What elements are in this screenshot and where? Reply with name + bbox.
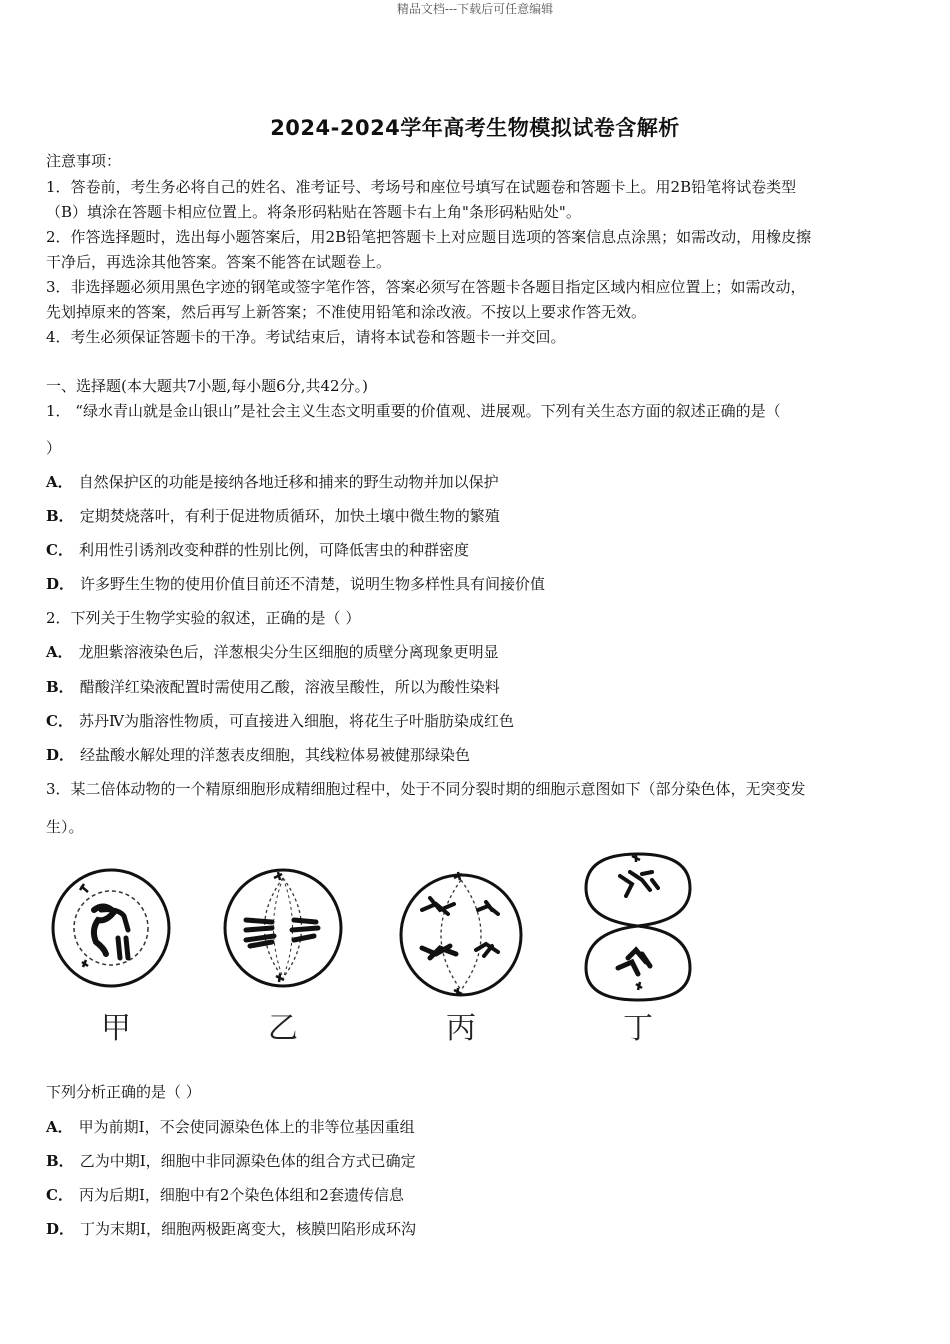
q2-option-b: B． 醋酸洋红染液配置时需使用乙酸，溶液呈酸性，所以为酸性染料 xyxy=(46,678,500,696)
notice-line: 干净后，再选涂其他答案。答案不能答在试题卷上。 xyxy=(46,253,392,271)
notice-line: 3．非选择题必须用黑色字迹的钢笔或签字笔作答，答案必须写在答题卡各题目指定区域内相应位置上；如需改动， xyxy=(46,278,806,296)
cell-ding xyxy=(586,854,690,1000)
question-3-stem: 3．某二倍体动物的一个精原细胞形成精细胞过程中，处于不同分裂时期的细胞示意图如下（部分染色体，无突变发 xyxy=(46,780,806,798)
question-1-stem-end: ） xyxy=(46,439,62,457)
question-1-stem: 1． “绿水青山就是金山银山”是社会主义生态文明重要的价值观、进展观。下列有关生态方面的叙述正确的是（ xyxy=(46,402,781,420)
q1-option-c: C． 利用性引诱剂改变种群的性别比例，可降低害虫的种群密度 xyxy=(46,541,469,559)
figure-label-bing: 丙 xyxy=(446,1011,476,1046)
notice-line: （B）填涂在答题卡相应位置上。将条形码粘贴在答题卡右上角"条形码粘贴处"。 xyxy=(46,203,581,221)
notice-line: 4．考生必须保证答题卡的干净。考试结束后，请将本试卷和答题卡一并交回。 xyxy=(46,328,566,346)
figure-label-ding: 丁 xyxy=(623,1011,653,1046)
notice-line: 2．作答选择题时，选出每小题答案后，用2B铅笔把答题卡上对应题目选项的答案信息点涂黑；如需改动，用橡皮擦 xyxy=(46,228,812,246)
q2-option-c: C． 苏丹Ⅳ为脂溶性物质，可直接进入细胞，将花生子叶脂肪染成红色 xyxy=(46,712,514,730)
cell-bing xyxy=(401,872,521,996)
q3-option-b: B． 乙为中期Ⅰ，细胞中非同源染色体的组合方式已确定 xyxy=(46,1152,416,1170)
q1-option-d: D． 许多野生生物的使用价值目前还不清楚，说明生物多样性具有间接价值 xyxy=(46,575,546,593)
q3-option-d: D． 丁为末期Ⅰ，细胞两极距离变大，核膜凹陷形成环沟 xyxy=(46,1220,416,1238)
notice-heading: 注意事项： xyxy=(46,152,122,170)
notice-line: 先划掉原来的答案，然后再写上新答案；不准使用铅笔和涂改液。不按以上要求作答无效。 xyxy=(46,303,647,321)
figure-label-jia: 甲 xyxy=(101,1011,131,1046)
question-3-prompt: 下列分析正确的是（ ） xyxy=(46,1083,201,1101)
cell-division-figure xyxy=(46,850,766,1050)
q1-option-a: A． 自然保护区的功能是接纳各地迁移和捕来的野生动物并加以保护 xyxy=(46,473,499,491)
page-header: 精品文档---下载后可任意编辑 xyxy=(396,2,554,16)
notice-line: 1．答卷前，考生务必将自己的姓名、准考证号、考场号和座位号填写在试题卷和答题卡上。用2B铅笔将试卷类型 xyxy=(46,178,797,196)
question-2-stem: 2．下列关于生物学实验的叙述，正确的是（ ） xyxy=(46,609,361,627)
question-3-stem-end: 生）。 xyxy=(46,818,84,836)
cell-jia xyxy=(53,870,169,986)
section-heading: 一、选择题(本大题共7小题,每小题6分,共42分。) xyxy=(46,377,368,395)
q3-option-a: A． 甲为前期Ⅰ，不会使同源染色体上的非等位基因重组 xyxy=(46,1118,415,1136)
q3-option-c: C． 丙为后期Ⅰ，细胞中有2个染色体组和2套遗传信息 xyxy=(46,1186,404,1204)
q2-option-a: A． 龙胆紫溶液染色后，洋葱根尖分生区细胞的质壁分离现象更明显 xyxy=(46,643,499,661)
q1-option-b: B． 定期焚烧落叶，有利于促进物质循环，加快土壤中微生物的繁殖 xyxy=(46,507,500,525)
page-title: 2024-2024学年高考生物模拟试卷含解析 xyxy=(270,116,680,140)
cell-yi xyxy=(225,870,341,986)
figure-label-yi: 乙 xyxy=(268,1011,298,1046)
q2-option-d: D． 经盐酸水解处理的洋葱表皮细胞，其线粒体易被健那绿染色 xyxy=(46,746,471,764)
